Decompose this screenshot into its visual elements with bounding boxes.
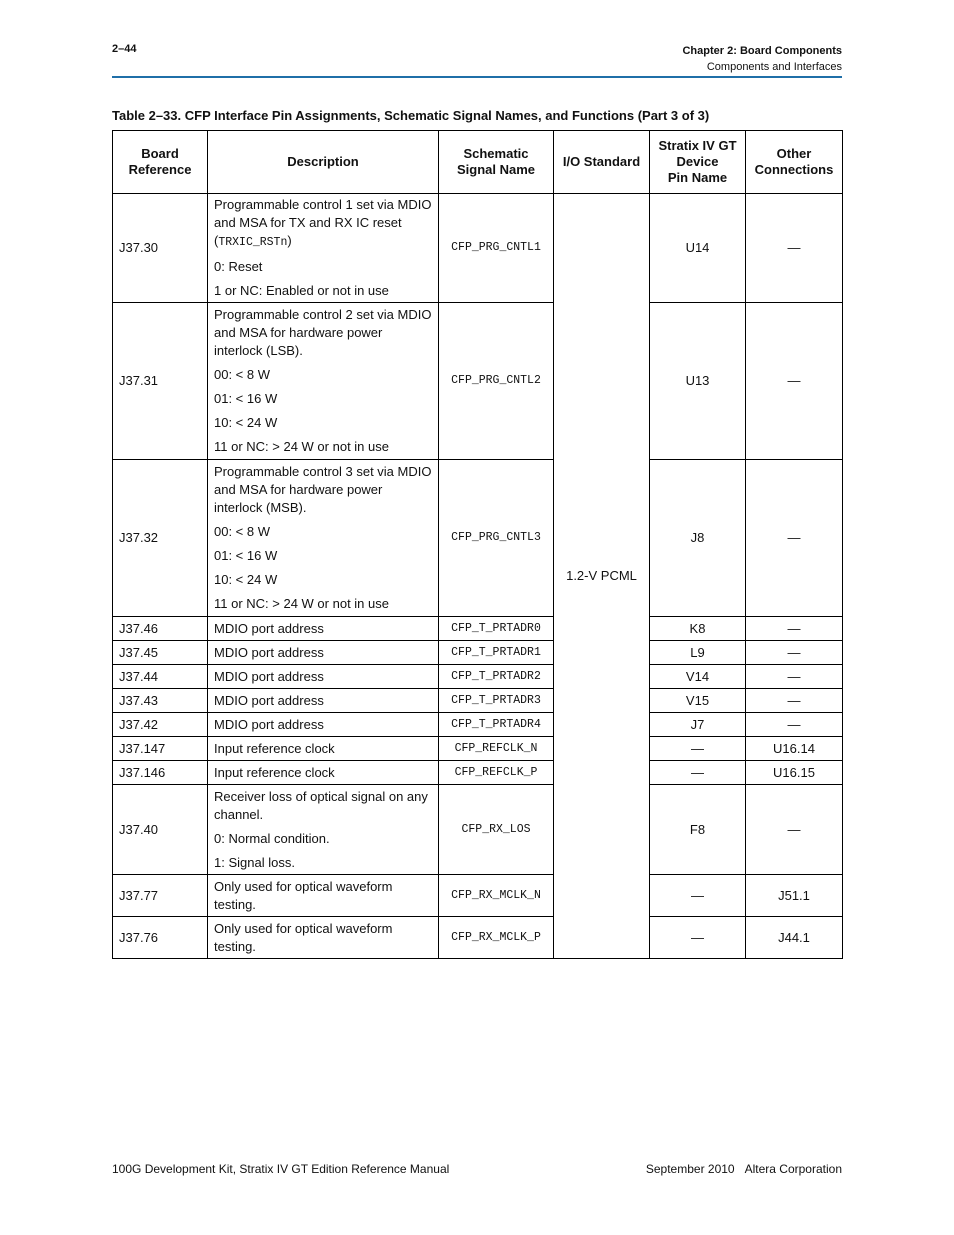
table-row xyxy=(113,785,843,875)
io-standard-cell: 1.2-V PCML xyxy=(554,194,650,959)
device-pin-cell: V14 xyxy=(650,665,746,689)
description-cell: Only used for optical waveform testing. xyxy=(208,875,439,917)
other-connections-cell: U16.14 xyxy=(746,737,843,761)
table-row xyxy=(113,737,843,761)
table-caption: Table 2–33. CFP Interface Pin Assignments, Schematic Signal Names, and Functions (Part 3 of 3) xyxy=(112,108,710,123)
pin-assignment-table xyxy=(112,130,843,959)
signal-name-cell: CFP_PRG_CNTL1 xyxy=(439,194,554,303)
table-row xyxy=(113,303,843,460)
device-pin-cell: J7 xyxy=(650,713,746,737)
table-row xyxy=(113,641,843,665)
chapter-title: Chapter 2: Board Components xyxy=(682,45,842,57)
col-header-io-standard: I/O Standard xyxy=(554,131,650,194)
footer-company: Altera Corporation xyxy=(744,1162,842,1176)
board-ref-cell: J37.30 xyxy=(113,194,208,303)
table-row xyxy=(113,194,843,303)
device-pin-cell: — xyxy=(650,761,746,785)
device-pin-cell: — xyxy=(650,917,746,959)
signal-name-cell: CFP_PRG_CNTL2 xyxy=(439,303,554,460)
description-cell: Programmable control 1 set via MDIO and MSA for TX and RX IC reset (TRXIC_RSTn) 0: Reset 1 or NC: Enabled or not in use xyxy=(208,194,439,303)
signal-name-cell: CFP_RX_MCLK_P xyxy=(439,917,554,959)
footer-date: September 2010 xyxy=(645,1162,735,1176)
table-row xyxy=(113,713,843,737)
device-pin-cell: J8 xyxy=(650,460,746,617)
description-cell: MDIO port address xyxy=(208,689,439,713)
other-connections-cell: J51.1 xyxy=(746,875,843,917)
col-header-device-pin: Stratix IV GT Device Pin Name xyxy=(650,131,746,194)
footer-publisher xyxy=(636,1162,842,1176)
device-pin-cell: V15 xyxy=(650,689,746,713)
col-header-description: Description xyxy=(208,131,439,194)
board-ref-cell: J37.44 xyxy=(113,665,208,689)
other-connections-cell: — xyxy=(746,641,843,665)
signal-name-cell: CFP_T_PRTADR0 xyxy=(439,617,554,641)
description-cell: MDIO port address xyxy=(208,665,439,689)
other-connections-cell: — xyxy=(746,194,843,303)
description-cell: MDIO port address xyxy=(208,641,439,665)
board-ref-cell: J37.76 xyxy=(113,917,208,959)
device-pin-cell: U13 xyxy=(650,303,746,460)
header-rule xyxy=(112,76,842,78)
board-ref-cell: J37.146 xyxy=(113,761,208,785)
other-connections-cell: — xyxy=(746,665,843,689)
board-ref-cell: J37.77 xyxy=(113,875,208,917)
signal-name-cell: CFP_REFCLK_P xyxy=(439,761,554,785)
description-cell: Input reference clock xyxy=(208,737,439,761)
description-cell: Only used for optical waveform testing. xyxy=(208,917,439,959)
other-connections-cell: J44.1 xyxy=(746,917,843,959)
other-connections-cell: — xyxy=(746,713,843,737)
signal-name-cell: CFP_REFCLK_N xyxy=(439,737,554,761)
device-pin-cell: U14 xyxy=(650,194,746,303)
other-connections-cell: — xyxy=(746,785,843,875)
device-pin-cell: — xyxy=(650,875,746,917)
description-cell: Receiver loss of optical signal on any channel. 0: Normal condition. 1: Signal loss. xyxy=(208,785,439,875)
other-connections-cell: — xyxy=(746,460,843,617)
device-pin-cell: L9 xyxy=(650,641,746,665)
signal-name-cell: CFP_RX_LOS xyxy=(439,785,554,875)
signal-name-cell: CFP_T_PRTADR1 xyxy=(439,641,554,665)
board-ref-cell: J37.43 xyxy=(113,689,208,713)
signal-name-cell: CFP_T_PRTADR2 xyxy=(439,665,554,689)
table-header-row xyxy=(113,131,843,194)
other-connections-cell: — xyxy=(746,303,843,460)
table-row xyxy=(113,761,843,785)
board-ref-cell: J37.40 xyxy=(113,785,208,875)
footer-manual-title: 100G Development Kit, Stratix IV GT Edition Reference Manual xyxy=(112,1162,450,1176)
board-ref-cell: J37.31 xyxy=(113,303,208,460)
description-cell: MDIO port address xyxy=(208,617,439,641)
table-row xyxy=(113,460,843,617)
description-cell: Input reference clock xyxy=(208,761,439,785)
signal-name-cell: CFP_RX_MCLK_N xyxy=(439,875,554,917)
device-pin-cell: — xyxy=(650,737,746,761)
page-number: 2–44 xyxy=(112,43,137,55)
description-cell: Programmable control 2 set via MDIO and MSA for hardware power interlock (LSB). 00: < 8 W 01: < 16 W 10: < 24 W 11 or NC: > 24 W or not in use xyxy=(208,303,439,460)
col-header-board-reference: Board Reference xyxy=(113,131,208,194)
signal-name-cell: CFP_PRG_CNTL3 xyxy=(439,460,554,617)
other-connections-cell: — xyxy=(746,689,843,713)
other-connections-cell: — xyxy=(746,617,843,641)
col-header-other-connections: Other Connections xyxy=(746,131,843,194)
signal-name-cell: CFP_T_PRTADR3 xyxy=(439,689,554,713)
signal-code: TRXIC_RSTn xyxy=(218,236,288,249)
table-row xyxy=(113,665,843,689)
table-row xyxy=(113,917,843,959)
board-ref-cell: J37.32 xyxy=(113,460,208,617)
signal-name-cell: CFP_T_PRTADR4 xyxy=(439,713,554,737)
running-header xyxy=(682,43,842,75)
other-connections-cell: U16.15 xyxy=(746,761,843,785)
col-header-schematic-signal: Schematic Signal Name xyxy=(439,131,554,194)
table-row xyxy=(113,617,843,641)
device-pin-cell: K8 xyxy=(650,617,746,641)
device-pin-cell: F8 xyxy=(650,785,746,875)
description-cell: MDIO port address xyxy=(208,713,439,737)
description-cell: Programmable control 3 set via MDIO and MSA for hardware power interlock (MSB). 00: < 8 W 01: < 16 W 10: < 24 W 11 or NC: > 24 W or not in use xyxy=(208,460,439,617)
section-title: Components and Interfaces xyxy=(706,61,842,73)
board-ref-cell: J37.45 xyxy=(113,641,208,665)
board-ref-cell: J37.42 xyxy=(113,713,208,737)
board-ref-cell: J37.147 xyxy=(113,737,208,761)
board-ref-cell: J37.46 xyxy=(113,617,208,641)
table-row xyxy=(113,689,843,713)
table-row xyxy=(113,875,843,917)
